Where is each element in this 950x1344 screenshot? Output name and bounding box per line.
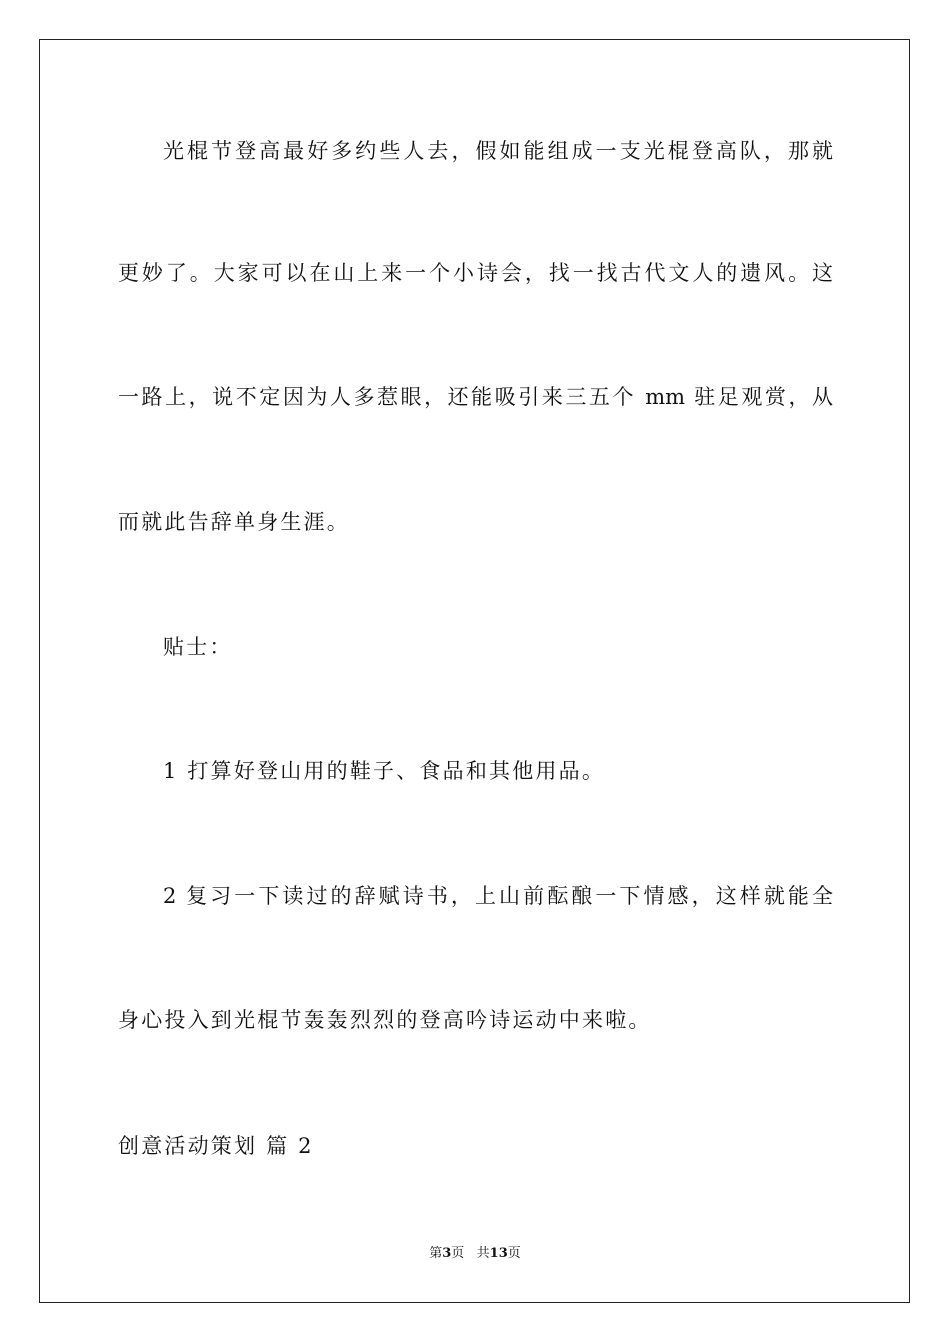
paragraph-line-1: 光棍节登高最好多约些人去，假如能组成一支光棍登高队，那就: [163, 139, 833, 163]
page-footer: [0, 1245, 950, 1263]
tips-heading: 贴士：: [163, 635, 233, 659]
paragraph-line-4: 而就此告辞单身生涯。: [118, 510, 350, 534]
footer-suffix: 页: [507, 1246, 521, 1261]
paragraph-line-2: 更妙了。大家可以在山上来一个小诗会，找一找古代文人的遗风。这: [118, 261, 833, 285]
footer-prefix: 第: [429, 1246, 443, 1261]
section-heading: 创意活动策划 篇 2: [118, 1134, 314, 1158]
tip-item-2-line-2: 身心投入到光棍节轰轰烈烈的登高吟诗运动中来啦。: [118, 1008, 652, 1032]
paragraph-line-3: 一路上，说不定因为人多惹眼，还能吸引来三五个 mm 驻足观赏，从: [118, 385, 833, 409]
tip-item-2-line-1: 2 复习一下读过的辞赋诗书，上山前酝酿一下情感，这样就能全: [163, 884, 833, 908]
footer-total-pages: 13: [489, 1246, 508, 1261]
tip-item-1: 1 打算好登山用的鞋子、食品和其他用品。: [163, 759, 606, 783]
footer-middle: 页 共: [451, 1246, 490, 1261]
footer-page-number: 3: [442, 1246, 452, 1261]
page-border: [39, 39, 910, 1303]
